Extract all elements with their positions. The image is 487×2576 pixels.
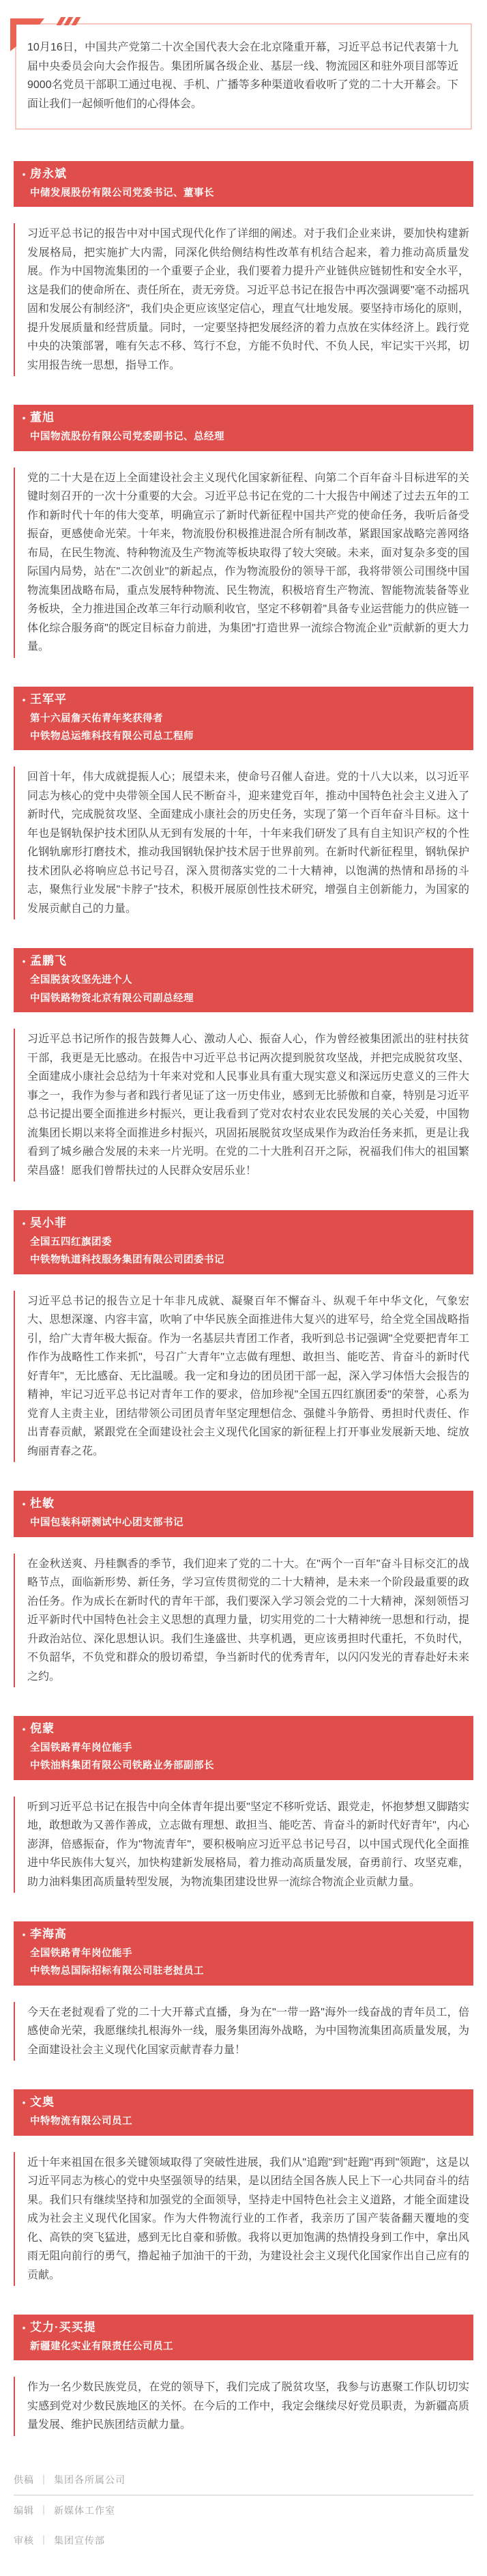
person-section [0,2089,487,2286]
footer-divider: ｜ [39,2534,49,2546]
person-title: 新疆建化实业有限责任公司员工 [30,2341,173,2353]
person-title: 中储发展股份有限公司党委书记、董事长 [30,188,214,199]
person-titles [18,430,464,444]
person-title: 第十六届詹天佑青年奖获得者 [30,713,163,724]
footer-row-reviewer [14,2525,473,2556]
person-titles [18,973,464,1005]
speech-text: 在金秋送爽、丹桂飘香的季节，我们迎来了党的二十大。在"两个一百年"奋斗目标交汇的战略节点，面临新形势、新任务，学习宣传贯彻党的二十大精神，是未来一个阶段最重要的政治任务。作为成长在新时代的青年干部，我们要深入学习领会党的二十大精神，深刻领悟习近平新时代中国特色社会主义思想的真理力量，切实用党的二十大精神统一思想和行动，提升政治站位、深化思想认识。我们生逢盛世、共享机遇，更应该勇担时代重托，不负时代，不负韶华，不负党和群众的殷切希望，争当新时代的优秀青年，以闪闪发光的青春赴好未来之约。 [27,1558,469,1683]
person-header-bar [14,2089,473,2135]
speech-block [14,2377,473,2436]
person-titles [18,1235,464,1268]
person-name: 文奥 [30,2095,55,2109]
speech-block [14,2152,473,2287]
speech-text: 习近平总书记的报告中对中国式现代化作了详细的阐述。对于我们企业来讲，要加快构建新发展格局，把实施扩大内需，同深化供给侧结构性改革有机结合起来，着力推动高质量发展。作为中国物流集团的一个重要子企业，我们要着力提升产业链供应链韧性和安全水平，这是我们的使命所在、责任所在，责无旁贷。习近平总书记在报告中再次强调要"毫不动摇巩固和发展公有制经济"，我们央企更应该坚定信心，理直气壮地发展。要坚持市场化的原则，提升发展质量和经营质量。同时，一定要坚持把发展经济的着力点放在实体经济上。践行党中央的决策部署，唯有矢志不移、笃行不怠，方能不负时代、不负人民，牢记实干兴邦，切实用报告统一思想，指导工作。 [27,228,469,371]
person-name: 王军平 [30,692,67,706]
person-name-row [18,692,464,708]
speech-text: 今天在老挝观看了党的二十大开幕式直播，身为在"一带一路"海外一线奋战的青年员工，倍感使命光荣，我愿继续扎根海外一线，服务集团海外战略，为中国物流集团高质量发展，为全面建设社会主义现代化国家贡献青春力量！ [27,2006,469,2056]
intro-box [15,23,472,130]
bullet-icon: • [22,1218,26,1229]
person-title: 中铁物总运维科技有限公司总工程师 [30,731,194,743]
bullet-icon: • [22,1930,26,1941]
person-header-bar [14,948,473,1012]
speech-text: 近十年来祖国在很多关键领域取得了突破性进展，我们从"追跑"到"赶跑"再到"领跑"，这是以习近平同志为核心的党中央坚强领导的结果，是以团结全国各族人民上下一心共同奋斗的结果。我们只有继续坚持和加强党的全面领导，坚持走中国特色社会主义道路，才能全面建设成为社会主义现代化国家。作为大件物流行业的工作者，我亲历了国产装备翻天覆地的变化、高铁的突飞猛进，感到无比自豪和骄傲。我将以更加饱满的热情投身到工作中，拿出风雨无阻向前行的勇气，撸起袖子加油干的干劲，为建设社会主义现代化国家作出自己应有的贡献。 [27,2156,469,2281]
speech-text: 作为一名少数民族党员，在党的领导下，我们完成了脱贫攻坚，我参与访惠聚工作队切切实实感到党对少数民族地区的关怀。在今后的工作中，我定会继续尽好党员职责，为新疆高质量发展、维护民族团结贡献力量。 [27,2381,469,2431]
person-title: 全国五四红旗团委 [30,1237,112,1248]
person-title: 中铁油料集团有限公司铁路业务部副部长 [30,1760,214,1772]
person-name-row [18,1721,464,1737]
person-header-bar [14,1210,473,1274]
person-section [0,161,487,376]
footer-row-editor [14,2495,473,2525]
person-header-bar [14,1491,473,1536]
bullet-icon: • [22,1724,26,1735]
bullet-icon: • [22,1499,26,1510]
person-section [0,687,487,920]
person-name: 杜敏 [30,1497,55,1511]
person-titles [18,712,464,744]
person-name-row [18,1927,464,1943]
person-section [0,1716,487,1893]
speech-block [14,1797,473,1893]
footer-value: 集团各所属公司 [54,2474,126,2485]
person-name: 倪蒙 [30,1722,55,1736]
person-header-bar [14,1921,473,1986]
person-titles [18,2115,464,2128]
bullet-icon: • [22,169,26,180]
speech-sections [0,161,487,2436]
person-section [0,1210,487,1462]
bullet-icon: • [22,956,26,967]
person-header-bar [14,687,473,751]
person-header-bar [14,1716,473,1780]
speech-text: 习近平总书记的报告立足十年非凡成就、凝聚百年不懈奋斗、纵观千年中华文化，气象宏大、思想深邃、内容丰富，吹响了中华民族全面推进伟大复兴的进军号，给全党全国战略指引，给广大青年极大振奋。作为一名基层共青团工作者，我听到总书记强调"全党要把青年工作作为战略性工作来抓"，号召广大青年"立志做有理想、敢担当、能吃苦、肯奋斗的新时代好青年"，无比感奋、无比温暖。我一定和身边的团员团干部一起，深入学习体悟大会报告的精神，牢记习近平总书记对青年工作的要求，倍加珍视"全国五四红旗团委"的荣誉，心系为党育人主责主业，团结带领公司团员青年坚定理想信念、强健斗争筋骨、勇担时代责任、作出青春贡献，紧跟党在全面建设社会主义现代化国家的新征程上打开事业发展新天地、绽放绚丽青春之花。 [27,1295,469,1457]
person-title: 中国铁路物资北京有限公司副总经理 [30,992,194,1004]
footer-label: 供稿 [14,2474,34,2485]
person-name: 艾力·买买提 [30,2321,96,2334]
person-section [0,1921,487,2061]
person-section [0,2315,487,2436]
speech-block [14,1029,473,1182]
speech-text: 党的二十大是在迈上全面建设社会主义现代化国家新征程、向第二个百年奋斗目标进军的关键时刻召开的一次十分重要的大会。习近平总书记在党的二十大报告中阐述了过去五年的工作和新时代十年的伟大变革，明确宣示了新时代新征程中国共产党的使命任务，我听后备受振奋，更感使命光荣。十年来，物流股份积极推进混合所有制改革，紧跟国家战略完善网络布局，在民生物流、特种物流及生产物流等板块取得了较大突破。未来，面对复杂多变的国际国内局势，站在"二次创业"的新起点，作为物流股份的领导干部，我将带领公司围绕中国物流集团战略布局，重点发展特种物流、民生物流，积极培育生产物流、智能物流装备等业务板块，全力推进国企改革三年行动顺利收官，坚定不移朝着"具备专业运营能力的供应链一体化综合服务商"的既定目标奋力前进，为集团"打造世界一流综合物流企业"贡献新的更大力量。 [27,472,469,653]
person-title: 中国物流股份有限公司党委副书记、总经理 [30,431,224,443]
person-name: 孟鹏飞 [30,954,67,968]
person-titles [18,1947,464,1979]
person-name-row [18,1496,464,1512]
corner-bracket-icon [10,18,16,51]
person-section [0,405,487,657]
speech-block [14,1554,473,1688]
person-title: 中国包装科研测试中心团支部书记 [30,1517,183,1529]
footer-divider: ｜ [39,2474,49,2485]
speech-block [14,767,473,919]
person-titles [18,186,464,200]
speech-block [14,1291,473,1463]
footer-label: 审核 [14,2534,34,2546]
person-header-bar [14,405,473,450]
bullet-icon: • [22,413,26,424]
speech-text: 听到习近平总书记在报告中向全体青年提出要"坚定不移听党话、跟党走，怀抱梦想又脚踏实地，敢想敢为又善作善成，立志做有理想、敢担当、能吃苦、肯奋斗的新时代好青年"，内心澎湃，倍感振奋，作为"物流青年"，要积极响应习近平总书记号召，以中国式现代化全面推进中华民族伟大复兴，加快构建新发展格局，着力推动高质量发展，奋勇前行、攻坚克难，助力油料集团高质量转型发展，为物流集团建设世界一流综合物流企业贡献力量。 [27,1801,469,1888]
footer-value: 集团宣传部 [54,2534,105,2546]
person-name: 房永斌 [30,167,67,181]
person-header-bar [14,161,473,207]
person-name: 董旭 [30,411,55,425]
person-title: 中特物流有限公司员工 [30,2116,132,2128]
speech-text: 习近平总书记所作的报告鼓舞人心、激动人心、振奋人心，作为曾经被集团派出的驻村扶贫干部，我更是无比感动。在报告中习近平总书记两次提到脱贫攻坚战，并把完成脱贫攻坚、全面建成小康社会总结为十年来对党和人民事业具有重大现实意义和深远历史意义的三件大事之一，我作为参与者和践行者见证了这一历史伟业，感到无比骄傲和自豪，特别是习近平总书记提出要全面推进乡村振兴，更让我看到了党对农村农业农民发展的关心关爱，中国物流集团长期以来将全面推进乡村振兴，巩固拓展脱贫攻坚成果作为政治任务来抓，更是让我看到了城乡融合发展的未来一片光明。在党的二十大胜利召开之际，祝福我们伟大的祖国繁荣昌盛！愿我们曾帮扶过的人民群众安居乐业！ [27,1033,469,1177]
person-name-row [18,1216,464,1231]
person-title: 中铁物轨道科技服务集团有限公司团委书记 [30,1255,224,1266]
bullet-icon: • [22,2098,26,2108]
person-title: 中铁物总国际招标有限公司驻老挝员工 [30,1966,204,1977]
intro-section [15,23,472,130]
person-name-row [18,167,464,182]
person-name: 吴小菲 [30,1216,67,1230]
person-title: 全国脱贫攻坚先进个人 [30,975,132,986]
intro-text: 10月16日，中国共产党第二十次全国代表大会在北京隆重开幕，习近平总书记代表第十九届中央委员会向大会作报告。集团所属各级企业、基层一线、物流园区和驻外项目部等近9000名党员干部职工通过电视、手机、广播等多种渠道收看收听了党的二十大开幕会。下面让我们一起倾听他们的心得体会。 [27,42,458,110]
speech-block [14,468,473,658]
speech-block [14,223,473,376]
person-titles [18,2340,464,2353]
footer-row-contributor [14,2465,473,2495]
person-name-row [18,954,464,969]
person-title: 全国铁路青年岗位能手 [30,1743,132,1754]
person-section [0,948,487,1182]
triple-slash-icon [59,17,78,25]
bullet-icon: • [22,694,26,705]
footer-value: 新媒体工作室 [54,2504,115,2516]
bullet-icon: • [22,2323,26,2334]
person-name-row [18,2320,464,2336]
footer-label: 编辑 [14,2504,34,2516]
person-title: 全国铁路青年岗位能手 [30,1948,132,1960]
person-titles [18,1741,464,1773]
footer-divider: ｜ [39,2504,49,2516]
person-header-bar [14,2315,473,2360]
person-name: 李海高 [30,1928,67,1941]
person-titles [18,1516,464,1530]
speech-text: 回首十年，伟大成就提振人心；展望未来，使命号召催人奋进。党的十八大以来，以习近平同志为核心的党中央带领全国人民不断奋斗，迎来建党百年，推动中国特色社会主义进入了新时代，完成脱贫攻坚、全面建成小康社会的历史任务，实现了第一个百年奋斗目标。这十年也是钢轨保护技术团队从无到有发展的十年，十年来我们研发了具有自主知识产权的个性化钢轨廓形打磨技术，推动我国钢轨保护技术居于世界前列。在新时代新征程里，钢轨保护技术团队必将响应总书记号召，深入贯彻落实党的二十大精神，以饱满的热情和昂扬的斗志，聚焦行业发展"卡脖子"技术，积极开展原创性技术研究，增强自主创新能力，为国家的发展贡献自己的力量。 [27,771,469,915]
person-name-row [18,2095,464,2110]
speech-block [14,2002,473,2061]
footer [14,2465,473,2556]
person-name-row [18,410,464,426]
person-section [0,1491,487,1687]
